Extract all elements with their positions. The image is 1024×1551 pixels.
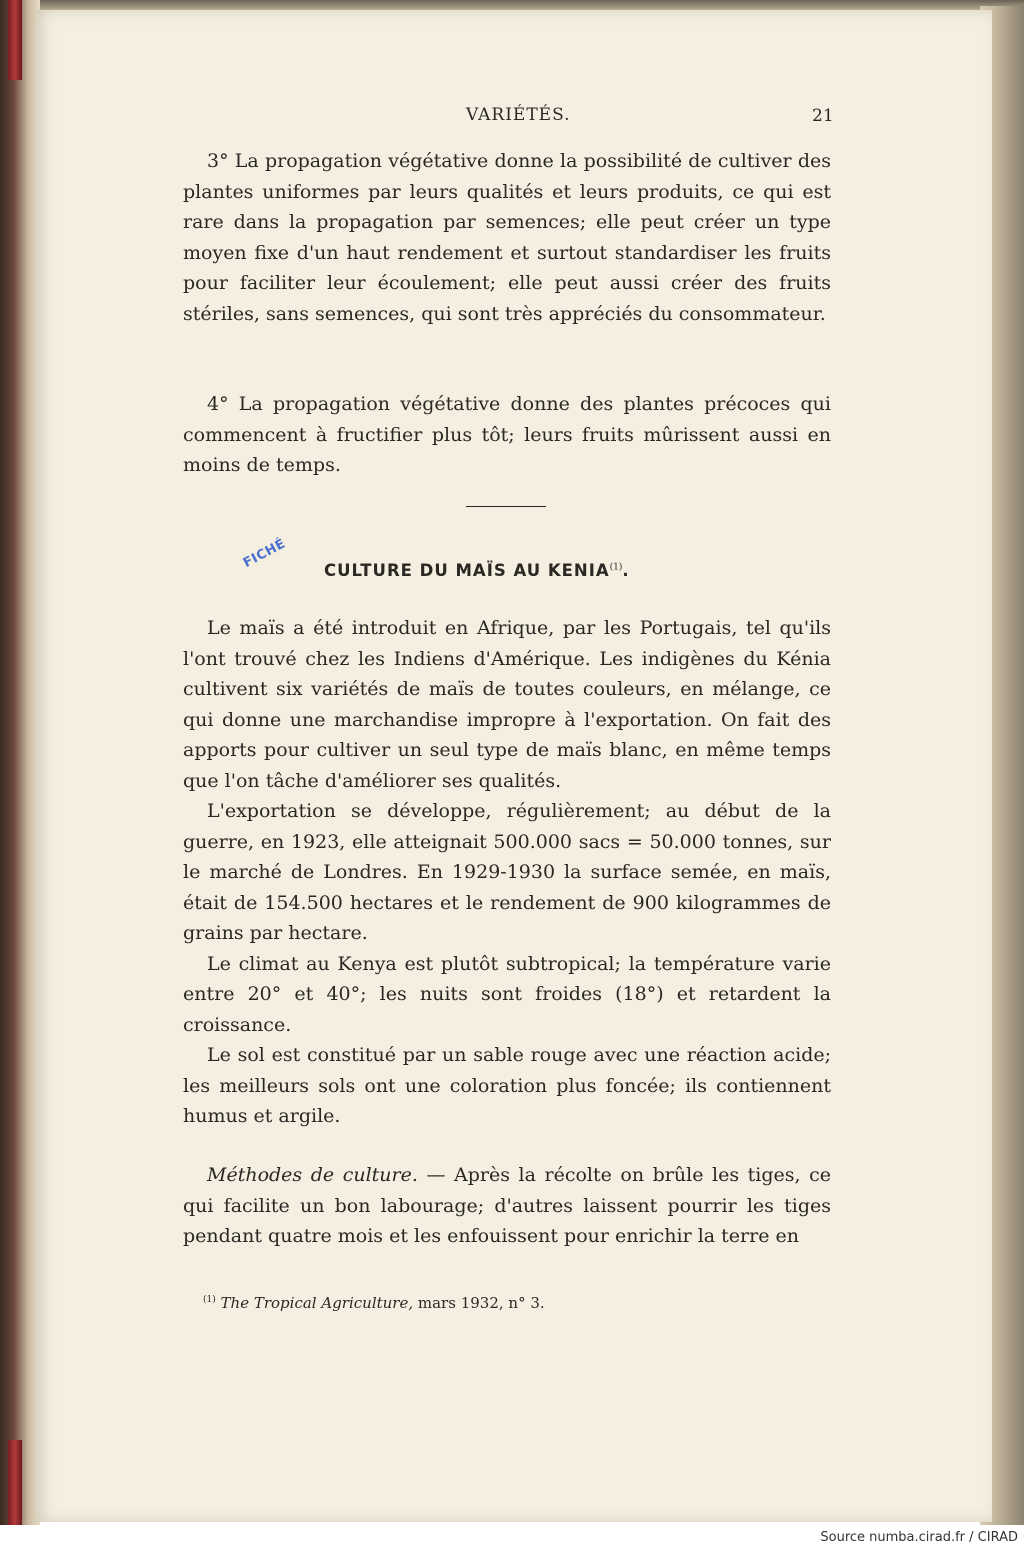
book-page	[36, 10, 992, 1522]
section-title-text: CULTURE DU MAÏS AU KENIA	[324, 561, 610, 580]
paragraph: Le climat au Kenya est plutôt subtropical; la température varie entre 20° et 40°; les nuits sont froides (18°) et retardent la croissance.	[183, 952, 831, 1036]
paragraph: L'exportation se développe, régulièrement; au début de la guerre, en 1923, elle atteignait 500.000 sacs = 50.000 tonnes, sur le marché de Londres. En 1929-1930 la surface semée, en maïs, était de 154.500 hectares et le rendement de 900 kilogrammes de grains par hectare.	[183, 800, 831, 944]
methods-paragraph-group	[183, 1160, 831, 1252]
section-separator	[466, 506, 546, 507]
methods-text: — Après la récolte on brûle les tiges, ce qui facilite un bon labourage; d'autres laissent pourrir les tiges pendant quatre mois et les enfouissent pour enrichir la terre en	[183, 1164, 831, 1247]
footnote-rest: mars 1932, n° 3.	[413, 1294, 545, 1312]
section-title-suffix: .	[622, 561, 630, 580]
footnote-marker: (1)	[203, 1295, 216, 1305]
footnote	[203, 1294, 545, 1312]
methods-paragraph	[183, 1160, 831, 1252]
section-title	[324, 561, 630, 580]
source-credit: Source numba.cirad.fr / CIRAD	[820, 1530, 1018, 1545]
paragraph-group-main	[183, 613, 831, 1132]
paragraph: 4° La propagation végétative donne des plantes précoces qui commencent à fructifier plus tôt; leurs fruits mûrissent aussi en moins de temps.	[183, 393, 831, 476]
paragraph: 3° La propagation végétative donne la possibilité de cultiver des plantes uniformes par leurs qualités et leurs produits, ce qui est rare dans la propagation par semences; elle peut créer un type moyen fixe d'un haut rendement et surtout standardiser les fruits pour faciliter leur écoulement; elle peut aussi créer des fruits stériles, sans semences, qui sont très appréciés du consommateur.	[183, 150, 831, 325]
paragraph-group-top	[183, 146, 831, 329]
methods-heading: Méthodes de culture.	[207, 1164, 418, 1186]
fiche-stamp: FICHÉ	[240, 536, 289, 571]
paragraph: Le sol est constitué par un sable rouge avec une réaction acide; les meilleurs sols ont une coloration plus foncée; ils contiennent humus et argile.	[183, 1044, 831, 1127]
footnote-source-title: The Tropical Agriculture,	[220, 1294, 414, 1312]
book-spine	[0, 0, 40, 1525]
bookmark-ribbon-bottom	[8, 1440, 22, 1525]
footnote-ref: (1)	[609, 562, 623, 573]
bookmark-ribbon	[8, 0, 22, 80]
running-head: VARIÉTÉS.	[466, 105, 571, 125]
page-number: 21	[812, 106, 834, 126]
paragraph-group-top-2	[183, 389, 831, 481]
paragraph: Le maïs a été introduit en Afrique, par les Portugais, tel qu'ils l'ont trouvé chez les Indiens d'Amérique. Les indigènes du Kénia cultivent six variétés de maïs de toutes couleurs, en mélange, ce qui donne une marchandise impropre à l'exportation. On fait des apports pour cultiver un seul type de maïs blanc, en même temps que l'on tâche d'améliorer ses qualités.	[183, 617, 831, 792]
